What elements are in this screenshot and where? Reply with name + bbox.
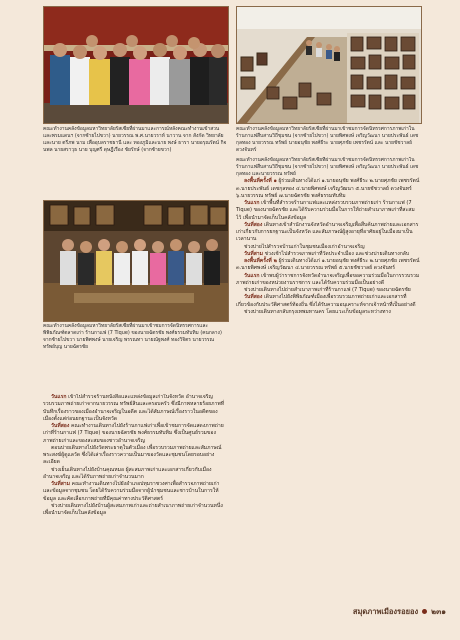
caption-photo-1: คณะทำงานคลังข้อมูลมหาวิทยาลัยรัสเซียที่ผ่านมาและการณ์หลังคณะทำงานเข้าสวนและพรมแดนฯ (จากซ้ายไปขวา) นายวรรณ พ.ศ.นายวราห์ นาวาน จาก สังกัด วิทยาลัย และนาย ตรีภพ นาม เพื่ออุบลราชธานี และ ทองภูมิและนาย พงษ์ ธารา นายอรุณรัตน์ กิจนพล นายสราวุธ นาย บุญศรี ดุษฎีเรือง ชัยรักษ์ (จากซ้ายขวา) xyxy=(43,126,227,154)
left-body-column xyxy=(43,394,227,594)
right-body-column xyxy=(236,157,420,597)
right-lead-10: วันที่สอง xyxy=(244,294,263,301)
right-paragraph-1: คณะทำงานคลังข้อมูลมหาวิทยาลัยรัสเซียที่ผ่านมาเข้าชมการจัดนิทรรศการภาพเก่าในร้านกาแฟสืบสานวิถีชุมชน (จากซ้ายไปขวา) นายพิศพงษ์ เจริญวัฒนา นายประพันธ์ เดชกุลทอง และนายวรรณ ทรัพย์ xyxy=(236,157,419,178)
group-photo-image xyxy=(44,7,228,123)
right-lead-2: ลงพื้นที่ครั้งที่ ๑ xyxy=(244,178,277,185)
gallery-photo-top-right xyxy=(236,6,422,124)
left-lead-1: วันแรก xyxy=(51,394,67,400)
left-paragraph-1: วันแรก เข้าไปสำรวจร้านหนังสือและแหล่งข้อมูลเก่าในจังหวัด อำนาจเจริญ รวบรวมภาพถ่ายเก่าจากนายวรรณ ทรัพย์สินและครอบครัว ซึ่งมีภาพหลายร้อยภาพที่บันทึกเรื่องราวของเมืองอำนาจเจริญในอดีต และได้สัมภาษณ์เรื่องราวในอดีตของเมืองตั้งแต่ก่อนยกฐานะเป็นจังหวัด xyxy=(43,394,225,422)
right-paragraph-10: วันที่สอง เดินทางไปยังพิพิธภัณฑ์เมืองเพื่อรวบรวมภาพถ่ายเก่าและเอกสารที่เกี่ยวข้องกับประวัติศาสตร์ท้องถิ่น ซึ่งได้รับความอนุเคราะห์จากเจ้าหน้าที่เป็นอย่างดี xyxy=(236,294,416,308)
left-lead-2: วันที่สอง xyxy=(51,423,70,429)
footer-dot-icon xyxy=(422,609,427,614)
right-paragraph-4: วันที่สอง เดินทางเข้าสำนักงานจังหวัดอำนาจเจริญเพื่อสืบค้นภาพถ่ายและเอกสารเก่าเกี่ยวกับการยกฐานะเป็นจังหวัด และสัมภาษณ์ผู้สูงอายุที่อาศัยอยู่ในเมืองมาเป็นเวลานาน xyxy=(236,221,419,243)
left-paragraph-3: ตอนบ่ายเดินทางไปยังวัดพระธาตุในตัวเมือง เพื่อรวบรวมภาพถ่ายและสัมภาษณ์พระสงฆ์ผู้ดูแลวัด ซึ่งได้เล่าเรื่องราวความเป็นมาของวัดและชุมชนโดยรอบอย่างละเอียด xyxy=(43,444,222,466)
right-lead-6: วันที่สาม xyxy=(244,250,264,257)
right-lead-7: ลงพื้นที่ครั้งที่ ๒ xyxy=(244,258,277,265)
gallery-photo-image xyxy=(237,7,421,123)
right-paragraph-6: วันที่สาม ช่วงเช้าไปสำรวจภาพเก่าที่วัดประจำเมือง และช่วงบ่ายเดินทางกลับ xyxy=(244,250,410,257)
right-paragraph-11: ช่วงบ่ายเดินทางกลับกรุงเทพมหานคร โดยแวะเก็บข้อมูลระหว่างทาง xyxy=(244,308,391,315)
right-lead-4: วันที่สอง xyxy=(244,221,263,228)
right-paragraph-7: ลงพื้นที่ครั้งที่ ๒ ผู้ร่วมเดินทางได้แก่ ๑.นายอนุชัย พงศ์ธีระ ๒.นายศุภชัย เพชรรัตน์ ๓.นายพิศพงษ์ เจริญวัฒนา ๔.นายวรรณ ทรัพย์ ๕.นายชัชวาลย์ ดวงจันทร์ xyxy=(236,258,420,272)
group-photo-top-left xyxy=(43,6,229,124)
caption-photo-3: คณะทำงานคลังข้อมูลมหาวิทยาลัยรัสเซียที่ผ่านมาเข้าชมการจัดนิทรรศการและพิพิธภัณฑ์ตลาดเก่า ร้านกาแฟ (7 Tique) ของนายฉัตรชัย พงศ์ธรรมทับทิม (คนกลาง) จากซ้ายไปขวา นายพิศพงษ์ นายเจริญ พรรณทา นายณัฐพงศ์ ทองวิจิตร นายวรรณ ทรัพย์บุญ นายฉัตรชัย xyxy=(43,323,222,351)
left-paragraph-4: ช่วงเย็นเดินทางไปยังบ้านคุณหมอ ผู้สะสมภาพเก่าและเอกสารเกี่ยวกับเมืองอำนาจเจริญ และได้รับภาพถ่ายเก่าจำนวนมาก xyxy=(43,466,212,480)
right-paragraph-9: ช่วงบ่ายเดินทางไปถ่ายสำเนาภาพเก่าที่ร้านกาแฟ (7 Tique) ของนายฉัตรชัย xyxy=(244,287,411,294)
left-paragraph-5: วันที่สาม คณะทำงานเดินทางไปยังอำเภอปทุมราชวงศาเพื่อสำรวจภาพถ่ายเก่าและข้อมูลจากชุมชน โดยได้รับความร่วมมือจากผู้นำชุมชนและชาวบ้านในการให้ข้อมูล และคัดเลือกภาพถ่ายที่มีคุณค่าทางประวัติศาสตร์ xyxy=(43,481,220,502)
cafe-group-image xyxy=(44,201,228,321)
right-paragraph-5: ช่วงบ่ายไปสำรวจบ้านเก่าในชุมชนเมืองเก่าอำนาจเจริญ xyxy=(244,243,365,250)
left-paragraph-2: วันที่สอง คณะทำงานเดินทางไปยังร้านกาแฟเก่าเพื่อเข้าชมการจัดแสดงภาพถ่ายเก่าที่ร้านกาแฟ (7 Tique) ของนายฉัตรชัย พงศ์ธรรมทับทิม ซึ่งเป็นศูนย์รวมของภาพถ่ายเก่าและของสะสมของชาวอำนาจเจริญ xyxy=(43,423,224,444)
page-number: ๒๓๑ xyxy=(431,607,446,616)
left-lead-5: วันที่สาม xyxy=(51,481,71,487)
publication-title: สมุดภาพเมืองรอยอง xyxy=(352,607,419,616)
left-paragraph-6: ช่วงบ่ายเดินทางไปยังบ้านผู้สะสมภาพเก่าและถ่ายสำเนาภาพถ่ายเก่าจำนวนหนึ่งเพื่อนำมาจัดเก็บในคลังข้อมูล xyxy=(43,502,223,516)
right-paragraph-2: ลงพื้นที่ครั้งที่ ๑ ผู้ร่วมเดินทางได้แก่ ๑.นายอนุชัย พงศ์ธีระ ๒.นายศุภชัย เพชรรัตน์ ๓.นายประพันธ์ เดชกุลทอง ๔.นายพิศพงษ์ เจริญวัฒนา ๕.นายชัชวาลย์ ดวงจันทร์ ๖.นายวรรณ ทรัพย์ ๗.นายฉัตรชัย พงศ์ธรรมทับทิม xyxy=(236,178,420,199)
cafe-group-photo xyxy=(43,200,229,322)
caption-photo-2: คณะทำงานคลังข้อมูลมหาวิทยาลัยรัสเซียที่ผ่านมาเข้าชมการจัดนิทรรศการภาพเก่าในร้านกาแฟสืบสานวิถีชุมชน (จากซ้ายไปขวา) นายพิศพงษ์ เจริญวัฒนา นายประพันธ์ เดชกุลทอง นายวรรณ ทรัพย์ นายอนุชัย พงศ์ธีระ นายศุภชัย เพชรรัตน์ และ นายชัชวาลย์ ดวงจันทร์ xyxy=(236,126,419,154)
page-footer xyxy=(353,606,446,618)
right-paragraph-8: วันแรก เข้าพบผู้ว่าราชการจังหวัดอำนาจเจริญเพื่อขอความร่วมมือในการรวบรวมภาพถ่ายเก่าของหน่วยงานราชการ และได้รับความร่วมมือเป็นอย่างดี xyxy=(236,272,420,286)
right-lead-8: วันแรก xyxy=(244,272,260,279)
right-lead-3: วันแรก xyxy=(244,200,260,207)
right-paragraph-3: วันแรก เข้าพื้นที่สำรวจร้านกาแฟและแหล่งรวบรวมภาพถ่ายเก่า ร้านกาแฟ (7 Tique) ของนายฉัตรชัย และได้รับความร่วมมือในการให้ถ่ายสำเนาภาพเก่าที่สะสมไว้ เพื่อนำมาจัดเก็บในคลังข้อมูล xyxy=(236,200,415,221)
